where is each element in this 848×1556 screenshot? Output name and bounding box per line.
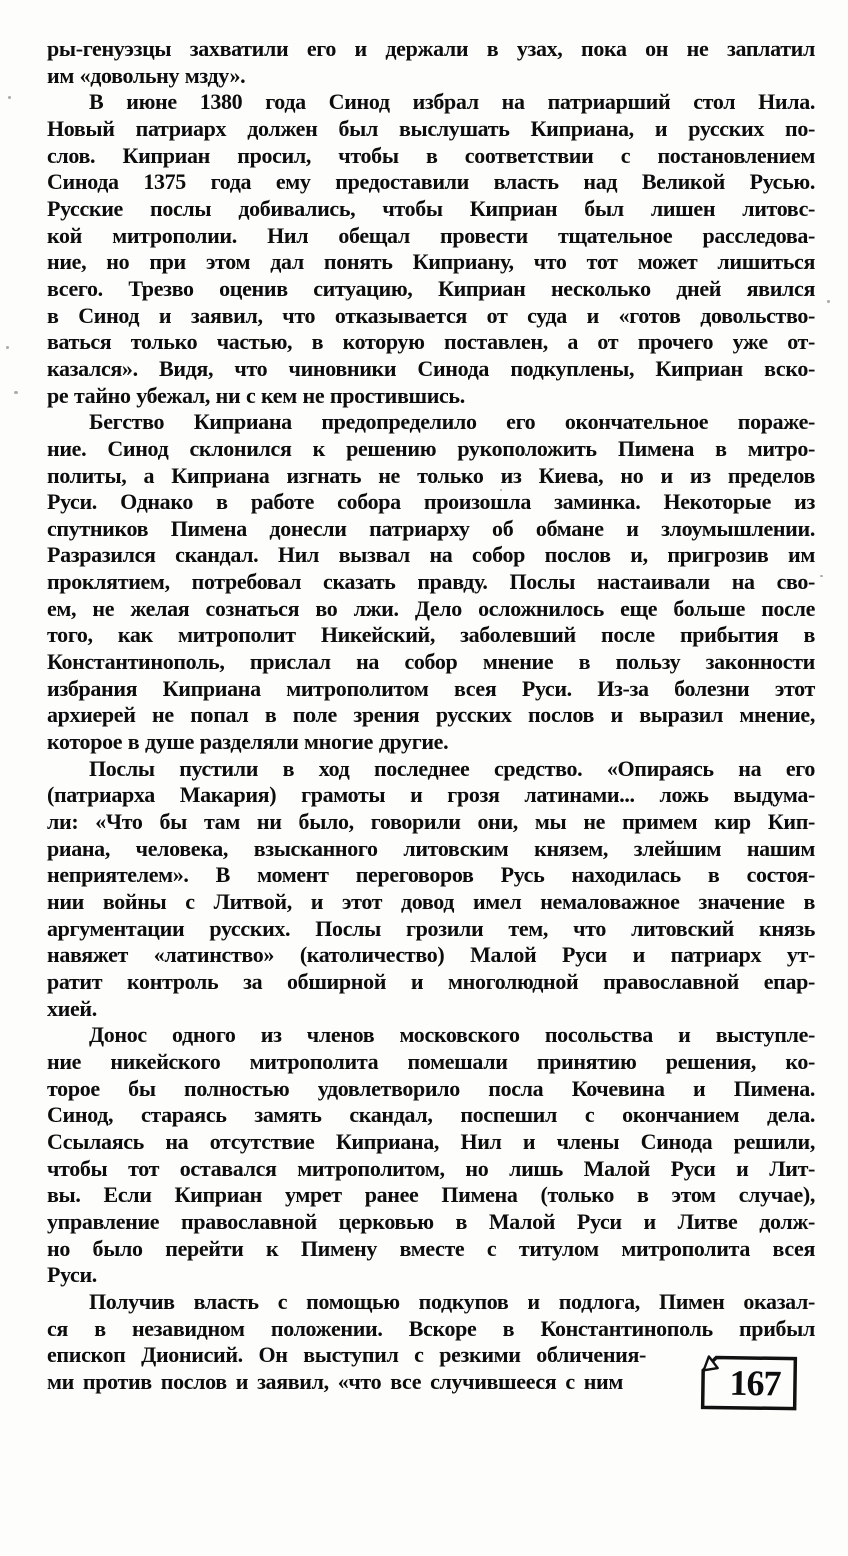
text-line: Синода 1375 года ему предоставили власть над Великой Русью. (47, 169, 815, 195)
text-line: Разразился скандал. Нил вызвал на собор послов и, пригрозив им (47, 542, 815, 568)
scan-speck (6, 346, 9, 349)
text-line: епископ Дионисий. Он выступил с резкими обличения- (47, 1342, 647, 1368)
scan-speck (827, 300, 830, 303)
text-line: нии войны с Литвой, и этот довод имел немаловажное значение в (47, 889, 815, 914)
text-line: Ссылаясь на отсутствие Киприана, Нил и члены Синода решили, (47, 1128, 815, 1154)
text-line: навяжет «латинство» (католичество) Малой Руси и патриарх ут- (47, 942, 815, 968)
text-line: ние, но при этом дал понять Киприану, что тот может лишиться (47, 249, 815, 275)
text-line: вы. Если Киприан умрет ранее Пимена (только в этом случае), (47, 1182, 815, 1208)
scan-speck (14, 391, 18, 394)
scan-speck (8, 96, 11, 99)
text-line: казался». Видя, что чиновники Синода подкуплены, Киприан вско- (47, 355, 815, 381)
text-line: ли: «Что бы там ни было, говорили они, мы не примем кир Кип- (47, 809, 815, 835)
text-line: Донос одного из членов московского посольства и выступле- (89, 1022, 815, 1048)
text-line: проклятием, потребовал сказать правду. Послы настаивали на сво- (47, 569, 815, 595)
text-line: им «довольну мзду». (47, 62, 246, 88)
text-line: всего. Трезво оценив ситуацию, Киприан несколько дней явился (47, 275, 815, 301)
page-number: 167 (729, 1362, 781, 1404)
text-line: в Синод и заявил, что отказывается от суда и «готов довольство- (47, 302, 815, 328)
text-line: спутников Пимена донесли патриарху об обмане и злоумышлении. (47, 515, 815, 541)
text-line: ваться только частью, в которую поставлен, а от прочего уже от- (47, 329, 815, 355)
text-line: кой митрополии. Нил обещал провести тщательное расследова- (47, 222, 815, 248)
text-line: В июне 1380 года Синод избрал на патриарший стол Нила. (89, 89, 815, 115)
text-line: ние. Синод склонился к решению рукоположить Пимена в митро- (47, 435, 815, 461)
text-line: ратит контроль за обширной и многолюдной православной епар- (47, 968, 815, 994)
scan-speck (820, 575, 823, 577)
text-line: слов. Киприан просил, чтобы в соответствии с постановлением (47, 142, 815, 168)
text-line: ся в незавидном положении. Вскоре в Константинополь прибыл (47, 1315, 815, 1341)
text-line: Получив власть с помощью подкупов и подлога, Пимен оказал- (89, 1288, 815, 1314)
text-line: Константинополь, прислал на собор мнение в пользу законности (47, 649, 815, 675)
text-line: риана, человека, взысканного литовским князем, злейшим нашим (47, 835, 815, 861)
text-line: аргументации русских. Послы грозили тем, что литовский князь (47, 915, 815, 941)
text-line: ми против послов и заявил, «что все случившееся с ним (47, 1368, 623, 1394)
text-line: Послы пустили в ход последнее средство. «Опираясь на его (89, 755, 815, 781)
page-number-box (699, 1353, 800, 1412)
scan-speck (500, 489, 502, 491)
text-line: избрания Киприана митрополитом всея Руси. Из-за болезни этот (47, 675, 815, 701)
text-line: Новый патриарх должен был выслушать Киприана, и русских по- (47, 115, 815, 141)
text-line: Бегство Киприана предопределило его окончательное пораже- (89, 409, 815, 435)
text-line: чтобы тот оставался митрополитом, но лишь Малой Руси и Лит- (47, 1155, 815, 1181)
text-line: политы, а Киприана изгнать не только из Киева, но и из пределов (47, 462, 815, 488)
text-line: Руси. Однако в работе собора произошла заминка. Некоторые из (47, 489, 815, 515)
body-text (47, 36, 815, 1395)
text-line: Русские послы добивались, чтобы Киприан был лишен литовс- (47, 195, 815, 221)
text-line: (патриарха Макария) грамоты и грозя латинами... ложь выдума- (47, 782, 815, 808)
text-line: того, как митрополит Никейский, заболевший после прибытия в (47, 622, 815, 648)
text-line: хией. (47, 995, 97, 1021)
text-line: ры-генуэзцы захватили его и держали в узах, пока он не заплатил (47, 36, 815, 61)
text-line: архиерей не попал в поле зрения русских послов и выразил мнение, (47, 702, 815, 728)
text-line: торое бы полностью удовлетворило посла Кочевина и Пимена. (47, 1075, 815, 1101)
text-line: Синод, стараясь замять скандал, поспешил с окончанием дела. (47, 1102, 815, 1128)
text-line: ние никейского митрополита помешали принятию решения, ко- (47, 1048, 815, 1074)
text-line: ем, не желая сознаться во лжи. Дело осложнилось еще больше после (47, 595, 815, 621)
text-line: Руси. (47, 1262, 97, 1288)
text-line: ре тайно убежал, ни с кем не простившись. (47, 382, 465, 408)
text-line: управление православной церковью в Малой Руси и Литве долж- (47, 1208, 815, 1234)
text-line: но было перейти к Пимену вместе с титулом митрополита всея (47, 1235, 815, 1261)
text-line: которое в душе разделяли многие другие. (47, 729, 449, 755)
text-line: неприятелем». В момент переговоров Русь находилась в состоя- (47, 862, 815, 888)
